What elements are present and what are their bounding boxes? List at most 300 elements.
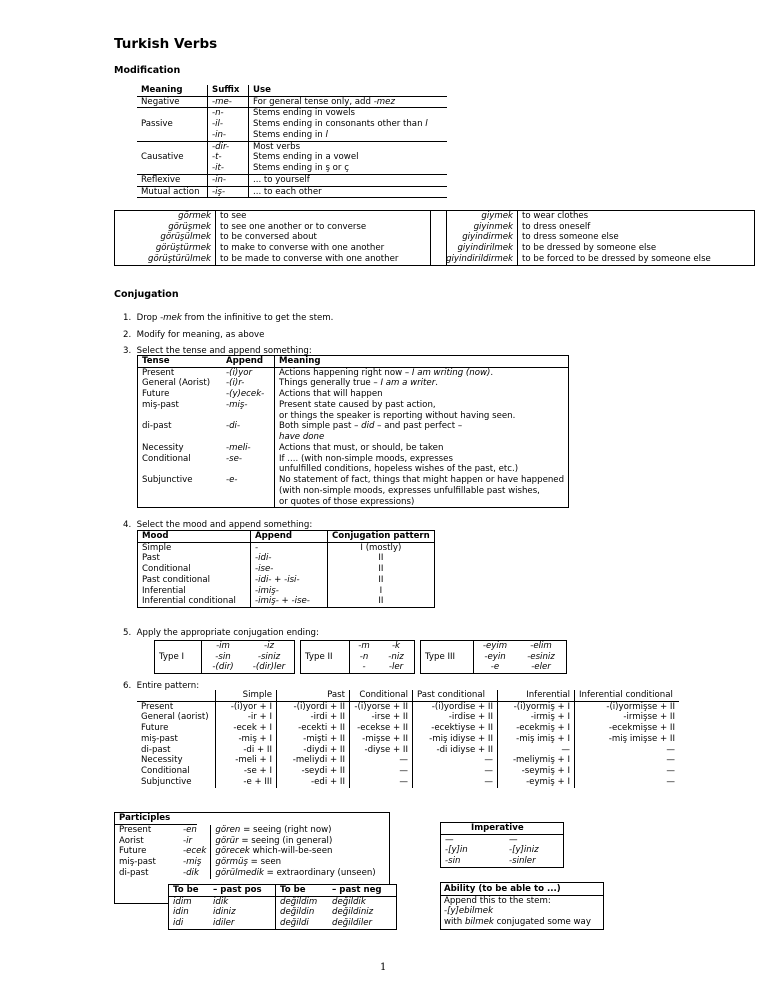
pattern-header-inferential-conditional: Inferential conditional xyxy=(575,690,680,701)
to-be-cell: değildim xyxy=(280,896,318,907)
pattern-cell: -(i)yorse + II xyxy=(350,701,413,712)
tense-meaning-text-after: . xyxy=(435,378,438,389)
participle-example-meaning: = seeing (right now) xyxy=(240,825,332,835)
ending-plural: -k xyxy=(391,641,401,651)
tense-meaning-text: or quotes of those expressions) xyxy=(279,496,415,507)
imperative-row xyxy=(441,834,564,845)
mod-suffix: -iş- xyxy=(208,186,249,198)
pattern-cell: -ecekti + II xyxy=(277,723,350,734)
pattern-header-conditional: Conditional xyxy=(350,690,413,701)
mood-row xyxy=(138,586,435,597)
step-1: 1. Drop -mek from the infinitive to get the stem. xyxy=(123,313,334,323)
mood-pattern: II xyxy=(378,574,384,585)
participle-suffix: -en xyxy=(179,825,211,836)
imperative-row xyxy=(441,856,564,867)
entire-pattern-table xyxy=(137,690,679,788)
to-be-cell: değildi xyxy=(280,918,309,929)
tense-meaning xyxy=(275,378,569,389)
participle-example xyxy=(211,846,380,857)
pattern-row xyxy=(137,723,679,734)
tobe-header-past-pos: – past pos xyxy=(209,885,276,897)
mood-name: Conditional xyxy=(138,564,251,575)
tense-meaning-text: Actions that must, or should, be taken xyxy=(279,442,444,453)
tobe-header-past-neg: – past neg xyxy=(328,885,397,897)
ability-line-3: with bilmek conjugated some way xyxy=(444,917,591,928)
pattern-cell: — xyxy=(666,766,675,777)
to-be-cell: idiniz xyxy=(209,907,276,918)
mod-use-text: Stems ending in a vowel xyxy=(253,152,359,163)
example-meaning: to see xyxy=(220,211,247,221)
mood-append: -imiş- xyxy=(251,586,328,597)
pattern-cell: -irmiş + I xyxy=(498,712,575,723)
tense-name: Subjunctive xyxy=(142,475,193,486)
mood-append: - xyxy=(251,542,328,553)
tense-row xyxy=(138,475,569,486)
tense-meaning xyxy=(275,497,569,508)
participle-example-meaning: which-will-be-seen xyxy=(249,846,333,857)
mood-header-mood: Mood xyxy=(138,531,251,543)
tense-row xyxy=(138,367,569,378)
tense-meaning-example: I am writing (now) xyxy=(411,367,491,378)
example-row xyxy=(431,211,755,222)
participle-example-word: görür xyxy=(215,835,239,846)
pattern-cell: — xyxy=(413,777,498,788)
tense-meaning-example: have done xyxy=(279,432,325,443)
ending-plural: -niz xyxy=(388,651,404,662)
tense-append-empty xyxy=(222,497,275,508)
example-meaning: to be conversed about xyxy=(220,232,317,243)
tense-meaning xyxy=(275,486,569,497)
example-meaning: to see one another or to converse xyxy=(220,221,367,232)
mod-use-italic: l xyxy=(325,129,328,140)
participle-example-meaning: = seen xyxy=(247,857,282,868)
tense-row xyxy=(138,464,569,475)
ending-plural: -eler xyxy=(531,662,551,673)
pattern-cell: -e + III xyxy=(216,777,277,788)
participle-example-word: görülmedik xyxy=(215,867,264,878)
mod-use-text: Most verbs xyxy=(253,141,301,152)
mood-header-pattern: Conjugation pattern xyxy=(328,531,435,543)
ability-line-2: -[y]ebilmek xyxy=(444,906,494,917)
ending-type-2 xyxy=(300,640,415,674)
mod-use xyxy=(249,163,448,174)
pattern-cell: -miş imişse + II xyxy=(608,733,675,744)
page-number: 1 xyxy=(380,962,387,973)
tense-meaning xyxy=(275,389,569,400)
mod-header-use: Use xyxy=(249,85,448,96)
to-be-cell: idiler xyxy=(209,918,276,929)
mood-pattern: I (mostly) xyxy=(360,542,402,553)
ending-singular: -eyin xyxy=(484,651,506,662)
example-row xyxy=(115,211,447,222)
mood-row xyxy=(138,575,435,586)
mod-use-text: Stems ending in xyxy=(253,129,326,140)
pattern-cell: -meliydi + II xyxy=(277,755,350,766)
participle-name: Present xyxy=(119,825,152,835)
participle-row xyxy=(115,836,380,847)
ending-singular: -e xyxy=(490,662,500,673)
pattern-cell: -di idiyse + II xyxy=(413,745,498,756)
ending-type-label: Type II xyxy=(301,641,350,674)
imperative-singular: -sin xyxy=(445,856,461,867)
pattern-cell: -(i)yordi + II xyxy=(277,701,350,712)
participle-row xyxy=(115,868,380,879)
pattern-cell: -meli + I xyxy=(216,755,277,766)
tense-append-empty xyxy=(222,486,275,497)
mood-append: -ise- xyxy=(251,564,328,575)
ending-type-label: Type I xyxy=(155,641,202,674)
tense-append: -se- xyxy=(222,454,275,465)
pattern-cell: — xyxy=(666,776,675,787)
participle-suffix: -ir xyxy=(179,836,211,847)
ending-plural: -ler xyxy=(388,662,404,673)
ending-singular: -m xyxy=(358,641,370,651)
pattern-cell: -(i)yormişse + II xyxy=(606,701,675,712)
pattern-cell: -mişti + II xyxy=(277,734,350,745)
ending-row xyxy=(155,641,295,652)
participle-example xyxy=(211,868,380,879)
pattern-cell: -(i)yor + I xyxy=(216,701,277,712)
example-table-giymek xyxy=(430,210,755,266)
pattern-tense: General (aorist) xyxy=(137,712,216,723)
pattern-cell: — xyxy=(413,766,498,777)
mod-row xyxy=(137,141,447,152)
pattern-cell: -edi + II xyxy=(277,777,350,788)
ending-singular: -eyim xyxy=(482,641,508,651)
tense-meaning xyxy=(275,367,569,378)
tense-meaning-text: If .... (with non-simple moods, expresses xyxy=(279,453,453,464)
tobe-header-pos: To be xyxy=(169,885,210,897)
mod-suffix: -in- xyxy=(208,174,249,186)
to-be-cell: değildik xyxy=(332,896,366,907)
tense-meaning-text-after: – and past perfect – xyxy=(374,421,463,432)
tense-meaning xyxy=(275,475,569,486)
pattern-cell: -ecekse + II xyxy=(350,723,413,734)
mod-use-italic: -mez xyxy=(373,96,395,107)
participle-example xyxy=(211,825,380,836)
pattern-cell: -ecekmiş + I xyxy=(498,723,575,734)
example-row xyxy=(115,254,447,265)
ending-plural: -(dir)ler xyxy=(252,662,286,673)
mood-append: -imiş- + -ise- xyxy=(251,596,328,607)
mod-use xyxy=(249,186,448,198)
modification-heading: Modification xyxy=(114,65,181,76)
example-verb: görüşülmek xyxy=(115,232,216,243)
mod-use-text: ... to yourself xyxy=(253,174,310,185)
ending-row xyxy=(421,641,567,652)
tense-append-empty xyxy=(222,464,275,475)
mod-meaning xyxy=(137,130,208,141)
ending-row xyxy=(301,641,415,652)
tense-row xyxy=(138,443,569,454)
to-be-cell: idim xyxy=(173,896,192,907)
pattern-cell: — xyxy=(350,777,413,788)
mod-use xyxy=(249,141,448,152)
tense-name-empty xyxy=(138,411,223,422)
mod-use-text: For general tense only, add xyxy=(253,96,374,107)
pattern-cell: — xyxy=(666,744,675,755)
ending-plural: -iz xyxy=(264,641,274,651)
step-2: 2. Modify for meaning, as above xyxy=(123,330,265,340)
tobe-header-neg: To be xyxy=(276,885,329,897)
ending-plural: -elim xyxy=(530,641,552,651)
tense-row xyxy=(138,389,569,400)
tense-append: -e- xyxy=(222,475,275,486)
participle-name: miş-past xyxy=(119,857,156,868)
example-verb: giyindirmek xyxy=(431,232,518,243)
ending-type-3 xyxy=(420,640,567,674)
tense-name-empty xyxy=(138,486,223,497)
mood-pattern: II xyxy=(378,564,384,575)
pattern-row xyxy=(137,777,679,788)
participle-name: di-past xyxy=(119,867,149,878)
tense-meaning xyxy=(275,464,569,475)
to-be-cell: idik xyxy=(209,896,276,907)
pattern-row xyxy=(137,734,679,745)
pattern-cell: -diydi + II xyxy=(277,745,350,756)
example-meaning: to be dressed by someone else xyxy=(522,243,657,254)
example-table-gormek xyxy=(114,210,447,266)
tense-meaning-text: or things the speaker is reporting without having seen. xyxy=(279,410,516,421)
tense-append: -(i)r- xyxy=(222,378,275,389)
pattern-tense: di-past xyxy=(137,745,216,756)
tense-row xyxy=(138,378,569,389)
pattern-cell: -miş imiş + I xyxy=(498,734,575,745)
to-be-cell: idin xyxy=(173,907,189,918)
tense-name: di-past xyxy=(142,421,172,432)
mood-pattern: II xyxy=(378,596,384,607)
tense-meaning xyxy=(275,443,569,454)
tense-table xyxy=(137,355,569,508)
ending-singular: -sin xyxy=(215,651,231,662)
tense-header-append: Append xyxy=(222,356,275,368)
pattern-cell: -miş + I xyxy=(216,734,277,745)
tense-meaning-text: Present state caused by past action, xyxy=(279,399,436,410)
pattern-row xyxy=(137,712,679,723)
example-row xyxy=(115,222,447,233)
example-meaning: to make to converse with one another xyxy=(220,243,385,254)
to-be-cell: değildin xyxy=(280,907,315,918)
ending-type-label: Type III xyxy=(421,641,474,674)
tense-meaning-text: Actions that will happen xyxy=(279,389,383,400)
page-title: Turkish Verbs xyxy=(114,36,218,52)
pattern-cell: -ecek + I xyxy=(216,723,277,734)
mod-use-text: ... to each other xyxy=(253,186,322,197)
pattern-cell: -(i)yordise + II xyxy=(413,701,498,712)
step-6: 6. Entire pattern: xyxy=(123,681,200,691)
mod-suffix: -t- xyxy=(208,152,249,163)
mod-suffix: -il- xyxy=(208,119,249,130)
tense-append: -(y)ecek- xyxy=(222,389,275,400)
tense-row xyxy=(138,421,569,432)
imperative-plural: -sinler xyxy=(509,856,536,867)
mod-row xyxy=(137,174,447,186)
tense-header-tense: Tense xyxy=(138,356,223,368)
tense-meaning-text: Things generally true – xyxy=(279,378,381,389)
tense-append-empty xyxy=(222,411,275,422)
tense-name: Conditional xyxy=(142,453,191,464)
tense-meaning-text-after: . xyxy=(490,367,494,378)
tense-meaning xyxy=(275,454,569,465)
tense-meaning xyxy=(275,411,569,422)
tense-meaning-text: (with non-simple moods, expresses unfulfillable past wishes, xyxy=(279,485,540,496)
tense-append: -meli- xyxy=(222,443,275,454)
step-5: 5. Apply the appropriate conjugation ending: xyxy=(123,628,319,638)
mod-meaning xyxy=(137,141,208,152)
pattern-tense: Present xyxy=(137,701,216,712)
pattern-cell: -mişse + II xyxy=(350,734,413,745)
mod-row xyxy=(137,119,447,130)
mod-row xyxy=(137,108,447,119)
tense-header-meaning: Meaning xyxy=(275,356,569,368)
pattern-cell: -diyse + II xyxy=(350,745,413,756)
to-be-cell: idi xyxy=(173,918,184,929)
mood-name: Simple xyxy=(138,542,251,553)
participle-row xyxy=(115,825,380,836)
imperative-row xyxy=(441,845,564,856)
pattern-cell: -meliymiş + I xyxy=(498,755,575,766)
participle-example xyxy=(211,836,380,847)
mod-row xyxy=(137,152,447,163)
mod-suffix: -n- xyxy=(208,108,249,119)
to-be-row xyxy=(169,918,397,929)
mood-row xyxy=(138,596,435,607)
mod-header-meaning: Meaning xyxy=(137,85,208,96)
pattern-cell: -miş idiyse + II xyxy=(413,734,498,745)
pattern-cell: — xyxy=(413,755,498,766)
pattern-header-inferential: Inferential xyxy=(498,690,575,701)
step-4: 4. Select the mood and append something: xyxy=(123,520,313,530)
ending-singular: -(dir) xyxy=(212,662,234,673)
example-verb: giymek xyxy=(431,211,518,222)
ending-singular: -im xyxy=(216,641,230,651)
example-row xyxy=(115,243,447,254)
mod-use xyxy=(249,152,448,163)
tense-meaning xyxy=(275,432,569,443)
example-meaning: to wear clothes xyxy=(522,211,589,221)
pattern-cell: -seydi + II xyxy=(277,766,350,777)
pattern-cell: -ecektiyse + II xyxy=(413,723,498,734)
ability-line-1: Append this to the stem: xyxy=(444,895,551,906)
imperative-singular: -[y]in xyxy=(445,845,468,856)
ability-heading: Ability (to be able to ...) xyxy=(441,884,603,896)
mod-suffix: -me- xyxy=(208,96,249,108)
pattern-cell: — xyxy=(350,766,413,777)
example-verb: görmek xyxy=(115,211,216,222)
tense-row xyxy=(138,497,569,508)
pattern-cell: -eymiş + I xyxy=(498,777,575,788)
mood-header-append: Append xyxy=(251,531,328,543)
example-meaning: to be made to converse with one another xyxy=(220,253,399,264)
example-verb: giyindirildirmek xyxy=(431,254,518,265)
mood-name: Past conditional xyxy=(138,575,251,586)
tense-meaning-text: unfulfilled conditions, hopeless wishes of the past, etc.) xyxy=(279,464,519,475)
conjugation-heading: Conjugation xyxy=(114,289,179,300)
participles-table xyxy=(115,825,380,879)
mood-pattern: I xyxy=(379,585,383,596)
mod-row xyxy=(137,186,447,198)
tense-name: Necessity xyxy=(142,442,184,453)
pattern-tense: Subjunctive xyxy=(137,777,216,788)
imperative-singular: — xyxy=(445,834,454,845)
pattern-row xyxy=(137,745,679,756)
participle-example xyxy=(211,857,380,868)
pattern-header-past: Past xyxy=(277,690,350,701)
mod-use xyxy=(249,119,448,130)
participle-row xyxy=(115,846,380,857)
modification-table xyxy=(137,85,447,198)
imperative-table xyxy=(440,822,564,868)
example-verb: görüştürmek xyxy=(115,243,216,254)
pattern-cell: -irmişse + II xyxy=(623,712,675,723)
tense-row xyxy=(138,486,569,497)
pattern-tense: Future xyxy=(137,723,216,734)
tense-append: -(i)yor xyxy=(222,367,275,378)
mod-row xyxy=(137,163,447,174)
tense-name: miş-past xyxy=(142,399,179,410)
tense-row xyxy=(138,411,569,422)
mood-row xyxy=(138,564,435,575)
tense-append: -di- xyxy=(222,421,275,432)
mod-meaning xyxy=(137,163,208,174)
example-row xyxy=(431,254,755,265)
participle-example-word: gören xyxy=(215,825,241,835)
tense-name-empty xyxy=(138,497,223,508)
ending-type-1 xyxy=(154,640,295,674)
mod-use xyxy=(249,108,448,119)
mod-meaning: Causative xyxy=(141,152,184,163)
pattern-tense: miş-past xyxy=(137,734,216,745)
tense-meaning-text: Both simple past – xyxy=(279,421,362,432)
example-verb: görüştürülmek xyxy=(115,254,216,265)
ending-plural: -esiniz xyxy=(527,651,555,662)
mod-use xyxy=(249,130,448,141)
imperative-heading: Imperative xyxy=(441,823,564,835)
pattern-cell: -irse + II xyxy=(350,712,413,723)
mood-pattern: II xyxy=(378,553,384,564)
example-meaning: to dress someone else xyxy=(522,232,619,243)
tense-name: Future xyxy=(142,389,170,400)
participle-suffix: -dik xyxy=(179,868,211,879)
pattern-row xyxy=(137,755,679,766)
pattern-cell: -se + I xyxy=(216,766,277,777)
pattern-tense: Conditional xyxy=(137,766,216,777)
participle-example-word: görmüş xyxy=(215,857,248,868)
participle-example-meaning: = seeing (in general) xyxy=(238,835,333,846)
tense-row xyxy=(138,454,569,465)
mood-name: Inferential conditional xyxy=(138,596,251,607)
pattern-row xyxy=(137,701,679,712)
tense-row xyxy=(138,432,569,443)
step-3: 3. Select the tense and append something: xyxy=(123,346,312,356)
mod-suffix: -in- xyxy=(208,130,249,141)
mod-suffix: -dir- xyxy=(208,141,249,152)
mod-use xyxy=(249,96,448,108)
participles-heading: Participles xyxy=(119,813,171,823)
tense-meaning-text: Actions happening right now – xyxy=(279,367,412,378)
mod-use-text: Stems ending in vowels xyxy=(253,108,355,119)
participle-example-word: görecek xyxy=(215,846,250,857)
tense-name-empty xyxy=(138,464,223,475)
pattern-cell: -irdi + II xyxy=(277,712,350,723)
pattern-row xyxy=(137,766,679,777)
mod-use xyxy=(249,174,448,186)
ending-singular: - xyxy=(362,662,366,673)
ending-plural: -siniz xyxy=(257,651,281,662)
tense-name: Present xyxy=(142,367,175,378)
example-meaning: to dress oneself xyxy=(522,221,591,232)
ability-box xyxy=(440,882,604,930)
